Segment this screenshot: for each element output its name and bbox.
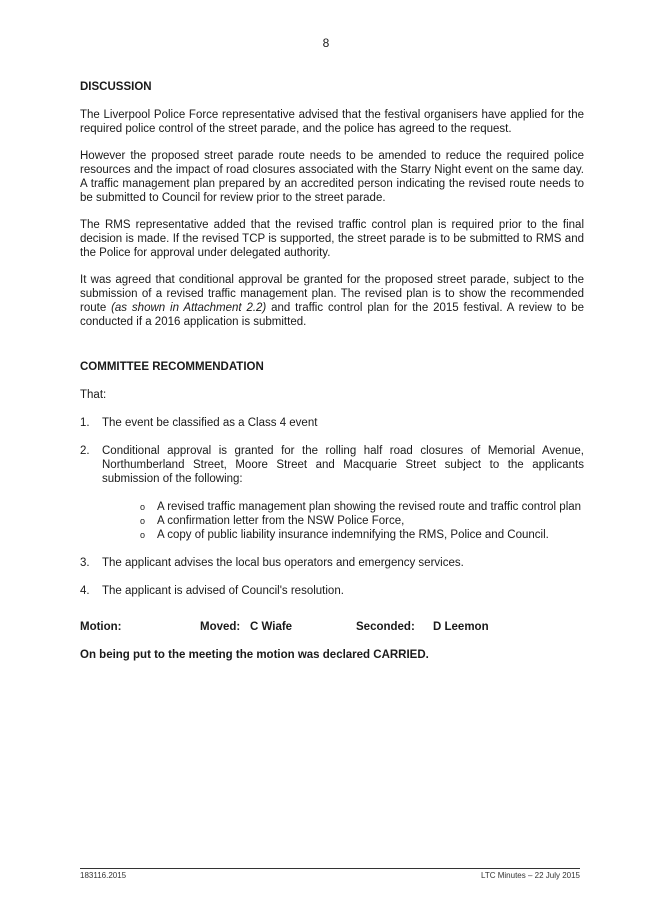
submission-item-text: A revised traffic management plan showing the revised route and traffic control plan (157, 501, 582, 513)
paragraph-4-text-start: It was agreed that conditional approval be granted for the proposed street parade, subject to the submission of a revised traffic management plan. The revised plan is to show the recommended route (80, 274, 584, 314)
seconded-by: D Leemon (433, 621, 489, 633)
recommendation-item-4 (80, 584, 584, 598)
committee-recommendation-section (80, 360, 584, 598)
recommendation-text: The applicant advises the local bus operators and emergency services. (102, 557, 464, 569)
seconded-label: Seconded: (356, 621, 415, 633)
discussion-paragraph-1: The Liverpool Police Force representative advised that the festival organisers have applied for the required police control of the street parade, and the police has agreed to the request. (80, 109, 584, 135)
motion-result: On being put to the meeting the motion was declared CARRIED. (80, 649, 429, 661)
recommendation-number: 4. (80, 585, 90, 597)
recommendation-item-2 (80, 444, 584, 542)
document-reference: 183116.2015 (80, 871, 127, 880)
attachment-reference: (as shown in Attachment 2.2) (111, 302, 267, 314)
recommendation-number: 1. (80, 417, 90, 429)
discussion-paragraph-3: The RMS representative added that the revised traffic control plan is required prior to the final decision is made. If the revised TCP is supported, the street parade is to be submitted to RMS and the Police for approval under delegated authority. (80, 219, 584, 259)
discussion-heading: DISCUSSION (80, 81, 152, 93)
recommendation-number: 3. (80, 557, 90, 569)
paragraph-4-text-end: and traffic control plan for the 2015 festival. A review to be conducted if a 2016 application is submitted. (80, 302, 584, 328)
recommendation-text: The applicant is advised of Council's resolution. (102, 585, 344, 597)
recommendation-number: 2. (80, 445, 90, 457)
moved-label: Moved: (200, 621, 241, 633)
discussion-section (80, 80, 584, 329)
submission-item-traffic-plan (135, 500, 584, 514)
submission-item-text: A copy of public liability insurance indemnifying the RMS, Police and Council. (157, 529, 549, 541)
recommendation-list (80, 416, 584, 598)
motion-label: Motion: (80, 621, 122, 633)
recommendation-item-1 (80, 416, 584, 430)
recommendation-text: The event be classified as a Class 4 event (102, 417, 318, 429)
hollow-bullet-icon: o (140, 516, 146, 526)
submission-item-insurance (135, 528, 584, 542)
document-title-date: LTC Minutes – 22 July 2015 (480, 871, 580, 880)
page-number: 8 (322, 36, 330, 50)
hollow-bullet-icon: o (140, 530, 146, 540)
discussion-paragraph-4 (80, 273, 584, 329)
committee-recommendation-heading: COMMITTEE RECOMMENDATION (80, 361, 264, 373)
page-content (80, 80, 584, 662)
hollow-bullet-icon: o (140, 502, 146, 512)
discussion-paragraph-2: However the proposed street parade route needs to be amended to reduce the required police resources and the impact of road closures associated with the Starry Night event on the same day. A traffic management plan prepared by an accredited person indicating the revised route needs to be submitted to Council for review prior to the street parade. (80, 150, 584, 204)
moved-by: C Wiafe (250, 621, 293, 633)
page-footer (80, 868, 580, 881)
submission-item-police-letter (135, 514, 584, 528)
submission-requirements-list (102, 500, 584, 542)
recommendation-item-3 (80, 556, 584, 570)
motion-row (80, 620, 584, 634)
recommendation-text: Conditional approval is granted for the rolling half road closures of Memorial Avenue, Northumberland Street, Moore Street and Macquarie Street subject to the applicants submission of the following: (102, 445, 584, 485)
that-label: That: (80, 389, 107, 401)
submission-item-text: A confirmation letter from the NSW Police Force, (157, 515, 405, 527)
